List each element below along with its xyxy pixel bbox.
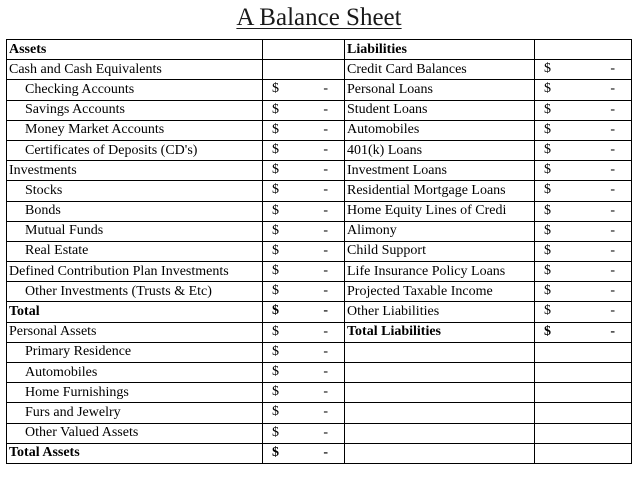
asset-label: Total Assets: [7, 443, 263, 463]
liability-currency: $: [544, 81, 551, 97]
asset-currency: $: [272, 141, 279, 157]
asset-label: Savings Accounts: [7, 100, 263, 120]
table-row: [7, 80, 632, 100]
asset-value: -: [323, 162, 328, 178]
table-row: [7, 40, 632, 60]
asset-amount: [263, 302, 345, 322]
asset-amount: [263, 342, 345, 362]
table-row: [7, 241, 632, 261]
liability-amount: [535, 241, 632, 261]
asset-value: -: [323, 404, 328, 420]
liability-amount: [535, 161, 632, 181]
table-row: [7, 161, 632, 181]
liability-value: -: [610, 303, 615, 319]
empty-cell: [535, 363, 632, 383]
asset-amount: [263, 383, 345, 403]
liability-currency: $: [544, 242, 551, 258]
asset-amount: [263, 262, 345, 282]
page-title: A Balance Sheet: [236, 4, 402, 31]
asset-amount: [263, 241, 345, 261]
liability-currency: $: [544, 61, 551, 77]
empty-cell: [345, 383, 535, 403]
liability-amount: [535, 282, 632, 302]
asset-amount: [263, 282, 345, 302]
asset-label: Bonds: [7, 201, 263, 221]
liability-value: -: [610, 141, 615, 157]
asset-currency: $: [272, 202, 279, 218]
table-row: [7, 302, 632, 322]
asset-currency: $: [272, 222, 279, 238]
table-row: [7, 363, 632, 383]
liability-label: Other Liabilities: [345, 302, 535, 322]
empty-cell: [535, 443, 632, 463]
asset-currency: $: [272, 182, 279, 198]
liability-value: -: [610, 263, 615, 279]
liability-label: Credit Card Balances: [345, 60, 535, 80]
asset-value: -: [323, 101, 328, 117]
asset-currency: $: [272, 303, 279, 319]
liability-label: Investment Loans: [345, 161, 535, 181]
empty-cell: [535, 383, 632, 403]
liability-value: -: [610, 242, 615, 258]
assets-header-amount-cell: [263, 40, 345, 60]
asset-amount: [263, 80, 345, 100]
liability-value: -: [610, 101, 615, 117]
asset-amount: [263, 181, 345, 201]
liability-currency: $: [544, 263, 551, 279]
liability-value: -: [610, 121, 615, 137]
asset-amount: [263, 120, 345, 140]
asset-currency: $: [272, 384, 279, 400]
asset-value: -: [323, 384, 328, 400]
liability-currency: $: [544, 162, 551, 178]
liability-amount: [535, 140, 632, 160]
asset-currency: $: [272, 364, 279, 379]
liability-currency: $: [544, 283, 551, 299]
table-row: [7, 181, 632, 201]
liability-value: -: [610, 81, 615, 97]
liability-label: Residential Mortgage Loans: [345, 181, 535, 201]
asset-currency: $: [272, 81, 279, 97]
table-row: [7, 100, 632, 120]
asset-value: -: [323, 182, 328, 198]
table-row: [7, 60, 632, 80]
asset-value: -: [323, 343, 328, 359]
liability-amount: [535, 60, 632, 80]
asset-label: Primary Residence: [7, 342, 263, 362]
asset-label: Certificates of Deposits (CD's): [7, 140, 263, 160]
asset-value: -: [323, 364, 328, 379]
asset-value: -: [323, 121, 328, 137]
liability-label: Total Liabilities: [345, 322, 535, 342]
liability-value: -: [610, 162, 615, 178]
table-row: [7, 443, 632, 463]
asset-currency: $: [272, 263, 279, 279]
table-row: [7, 120, 632, 140]
liability-value: -: [610, 323, 615, 339]
asset-label: Other Valued Assets: [7, 423, 263, 443]
asset-value: -: [323, 263, 328, 279]
liability-label: Alimony: [345, 221, 535, 241]
asset-label: Defined Contribution Plan Investments: [7, 262, 263, 282]
empty-cell: [345, 423, 535, 443]
asset-value: -: [323, 323, 328, 339]
empty-cell: [535, 342, 632, 362]
asset-value: -: [323, 303, 328, 319]
asset-currency: $: [272, 121, 279, 137]
asset-amount: [263, 322, 345, 342]
asset-label: Cash and Cash Equivalents: [7, 60, 263, 80]
liability-currency: $: [544, 141, 551, 157]
empty-cell: [535, 403, 632, 423]
table-row: [7, 342, 632, 362]
liability-label: Student Loans: [345, 100, 535, 120]
liability-currency: $: [544, 182, 551, 198]
asset-amount: [263, 60, 345, 80]
liability-value: -: [610, 61, 615, 77]
liability-currency: $: [544, 222, 551, 238]
asset-label: Automobiles: [7, 363, 263, 383]
liabilities-header: Liabilities: [345, 40, 535, 60]
asset-value: -: [323, 283, 328, 299]
asset-amount: [263, 443, 345, 463]
empty-cell: [345, 443, 535, 463]
table-row: [7, 423, 632, 443]
asset-label: Home Furnishings: [7, 383, 263, 403]
asset-currency: $: [272, 162, 279, 178]
asset-label: Personal Assets: [7, 322, 263, 342]
asset-amount: [263, 221, 345, 241]
asset-amount: [263, 403, 345, 423]
liability-amount: [535, 221, 632, 241]
asset-currency: $: [272, 343, 279, 359]
table-row: [7, 201, 632, 221]
asset-label: Total: [7, 302, 263, 322]
asset-currency: $: [272, 283, 279, 299]
asset-currency: $: [272, 323, 279, 339]
asset-value: -: [323, 222, 328, 238]
liabilities-header-amount-cell: [535, 40, 632, 60]
asset-label: Investments: [7, 161, 263, 181]
asset-value: -: [323, 202, 328, 218]
table-row: [7, 282, 632, 302]
asset-label: Real Estate: [7, 241, 263, 261]
liability-amount: [535, 120, 632, 140]
liability-value: -: [610, 222, 615, 238]
liability-amount: [535, 201, 632, 221]
table-row: [7, 221, 632, 241]
asset-amount: [263, 423, 345, 443]
liability-currency: $: [544, 101, 551, 117]
liability-amount: [535, 322, 632, 342]
asset-label: Money Market Accounts: [7, 120, 263, 140]
empty-cell: [345, 363, 535, 383]
empty-cell: [345, 403, 535, 423]
liability-label: Projected Taxable Income: [345, 282, 535, 302]
liability-label: Life Insurance Policy Loans: [345, 262, 535, 282]
asset-value: -: [323, 424, 328, 440]
liability-label: Child Support: [345, 241, 535, 261]
table-row: [7, 140, 632, 160]
liability-amount: [535, 302, 632, 322]
asset-label: Mutual Funds: [7, 221, 263, 241]
liability-currency: $: [544, 121, 551, 137]
asset-currency: $: [272, 404, 279, 420]
asset-label: Furs and Jewelry: [7, 403, 263, 423]
liability-currency: $: [544, 323, 551, 339]
liability-amount: [535, 181, 632, 201]
asset-label: Stocks: [7, 181, 263, 201]
table-row: [7, 262, 632, 282]
table-row: [7, 322, 632, 342]
liability-currency: $: [544, 303, 551, 319]
asset-value: -: [323, 141, 328, 157]
liability-label: 401(k) Loans: [345, 140, 535, 160]
asset-amount: [263, 201, 345, 221]
liability-amount: [535, 262, 632, 282]
empty-cell: [535, 423, 632, 443]
asset-amount: [263, 100, 345, 120]
balance-sheet-table: [6, 39, 632, 464]
empty-cell: [345, 342, 535, 362]
liability-currency: $: [544, 202, 551, 218]
asset-label: Checking Accounts: [7, 80, 263, 100]
liability-label: Home Equity Lines of Credi: [345, 201, 535, 221]
liability-value: -: [610, 202, 615, 218]
asset-currency: $: [272, 101, 279, 117]
liability-value: -: [610, 182, 615, 198]
asset-amount: [263, 161, 345, 181]
balance-sheet-body: [7, 40, 632, 464]
asset-amount: [263, 363, 345, 383]
asset-currency: $: [272, 242, 279, 258]
asset-currency: $: [272, 424, 279, 440]
table-row: [7, 403, 632, 423]
liability-amount: [535, 100, 632, 120]
asset-value: -: [323, 81, 328, 97]
liability-label: Personal Loans: [345, 80, 535, 100]
asset-amount: [263, 140, 345, 160]
asset-currency: $: [272, 444, 279, 460]
liability-value: -: [610, 283, 615, 299]
liability-amount: [535, 80, 632, 100]
asset-value: -: [323, 242, 328, 258]
liability-label: Automobiles: [345, 120, 535, 140]
assets-header: Assets: [7, 40, 263, 60]
asset-value: -: [323, 444, 328, 460]
asset-label: Other Investments (Trusts & Etc): [7, 282, 263, 302]
table-row: [7, 383, 632, 403]
